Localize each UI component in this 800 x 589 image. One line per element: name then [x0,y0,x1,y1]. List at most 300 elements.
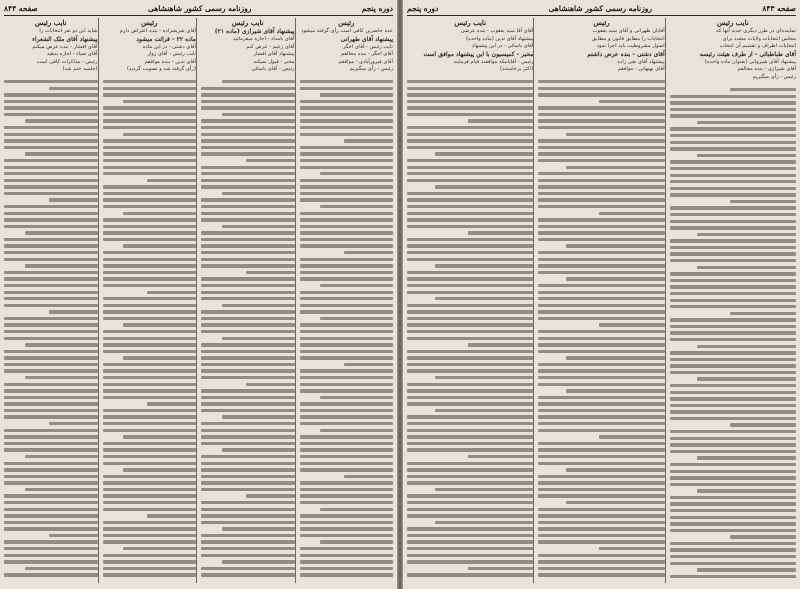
print-line [201,231,295,234]
print-line [222,527,295,530]
print-line [4,442,98,445]
print-line [538,481,664,484]
print-line [4,93,98,96]
print-line [670,338,796,341]
print-line [201,389,295,392]
print-line [300,376,394,379]
print-line [670,127,796,130]
print-line [670,95,796,98]
print-line [300,462,394,465]
print-line [4,356,98,359]
print-line [4,448,98,451]
print-line [538,514,664,517]
print-line [201,429,295,432]
print-line [103,238,197,241]
print-line [4,323,98,326]
print-line [300,343,394,346]
print-line [103,139,197,142]
print-line [407,389,533,392]
text-line: آقای فیروزآبادی - موافقم [338,58,393,65]
print-line [407,284,533,287]
text-line: پیشنهاد آقای ملک الشعراء [32,35,98,43]
print-line [4,271,98,274]
print-line [538,258,664,261]
print-line [103,172,197,175]
print-line [147,402,196,405]
print-line [730,200,796,203]
print-line [4,277,98,280]
print-line [201,323,295,326]
text-column [201,18,296,583]
print-line [407,218,533,221]
print-line [566,389,665,392]
print-line [599,435,665,438]
print-line [435,152,534,155]
print-line [538,297,664,300]
print-line [103,264,197,267]
print-line [300,494,394,497]
print-line [222,80,295,83]
print-line [407,369,533,372]
print-line [103,277,197,280]
column-heading: نایب رئیس [34,18,67,27]
print-line [103,540,197,543]
text-line: شاید این دو نفر انتخابات را [39,28,98,34]
print-line [300,383,394,386]
text-line: آقای طباطبائی - از طرف هیئت رئیسه [699,50,796,58]
print-line [103,429,197,432]
print-line [246,271,295,274]
print-line [25,119,98,122]
print-line [407,106,533,109]
print-line [103,185,197,188]
print-line [538,442,664,445]
print-line [201,133,295,136]
column-body-text [4,80,98,583]
print-line [4,409,98,412]
print-line [670,502,796,505]
print-line [538,192,664,195]
print-line [300,330,394,333]
print-line [300,310,394,313]
print-line [407,133,533,136]
print-line [435,264,534,267]
print-line [538,205,664,208]
print-line [538,126,664,129]
text-line: آقای شیرازی - بنده مخالفم [737,66,796,73]
print-line [300,133,394,136]
print-line [407,198,533,201]
print-line [4,494,98,497]
print-line [201,369,295,372]
print-line [103,198,197,201]
print-line [538,198,664,201]
print-line [4,369,98,372]
print-line [670,108,796,111]
print-line [697,154,796,157]
print-line [538,350,664,353]
print-line [407,244,533,247]
print-line [407,225,533,228]
print-line [25,488,98,491]
print-line [468,343,534,346]
print-line [201,139,295,142]
print-line [538,462,664,465]
print-line [670,542,796,545]
print-line [49,310,98,313]
print-line [670,252,796,255]
print-line [538,567,664,570]
print-line [103,481,197,484]
print-line [730,312,796,315]
print-line [566,501,665,504]
print-line [300,244,394,247]
print-line [25,455,98,458]
print-line [103,363,197,366]
print-line [300,106,394,109]
print-line [407,468,533,471]
print-line [468,567,534,570]
print-line [407,251,533,254]
print-line [300,389,394,392]
print-line [670,351,796,354]
print-line [670,417,796,420]
print-line [538,113,664,116]
print-line [300,258,394,261]
print-line [407,494,533,497]
print-line [300,350,394,353]
print-line [538,508,664,511]
print-line [300,527,394,530]
print-line [435,488,534,491]
print-line [4,573,98,576]
print-line [4,547,98,550]
print-line [246,494,295,497]
print-line [407,396,533,399]
text-line: پیشنهاد آقای شیروانی (بعنوان ماده واحده) [704,58,796,65]
print-line [201,554,295,557]
print-line [407,350,533,353]
print-line [103,87,197,90]
text-line: آقای بهبهانی - موافقم [617,66,665,73]
print-line [49,422,98,425]
print-line [300,87,394,90]
print-line [222,560,295,563]
print-line [670,318,796,321]
print-line [599,323,665,326]
print-line [103,297,197,300]
print-line [407,554,533,557]
print-line [246,383,295,386]
right-page-number: صفحه ۸۴۳ [762,3,796,13]
print-line [407,448,533,451]
text-column [300,18,394,583]
print-line [320,508,393,511]
print-line [222,415,295,418]
print-line [538,448,664,451]
print-line [49,534,98,537]
print-line [201,198,295,201]
print-line [300,100,394,103]
print-line [538,106,664,109]
print-line [4,185,98,188]
print-line [344,363,393,366]
print-line [670,516,796,519]
print-line [407,277,533,280]
print-line [538,415,664,418]
print-line [123,356,196,359]
print-line [538,179,664,182]
print-line [300,198,394,201]
print-line [201,462,295,465]
print-line [201,258,295,261]
print-line [300,271,394,274]
left-page-title: روزنامه رسمی کشور شاهنشاهی [148,3,252,13]
print-line [538,80,664,83]
print-line [300,113,394,116]
print-line [407,159,533,162]
text-line: پیشنهاد آقای تقی زاده [617,58,665,65]
print-line [4,383,98,386]
print-line [300,225,394,228]
print-line [103,146,197,149]
print-line [4,133,98,136]
print-line [407,166,533,169]
text-line: آقای شریعتزاده - بنده اعتراض دارم [119,28,196,34]
print-line [566,468,665,471]
print-line [4,218,98,221]
print-line [435,297,534,300]
print-line [201,442,295,445]
print-line [566,133,665,136]
print-line [4,560,98,563]
print-line [201,435,295,438]
print-line [103,166,197,169]
text-column [103,18,198,583]
print-line [670,193,796,196]
print-line [538,238,664,241]
print-line [201,244,295,247]
print-line [103,330,197,333]
text-line: پیشنهاد آقای افشار [253,51,295,58]
print-line [103,159,197,162]
print-line [407,100,533,103]
print-line [201,310,295,313]
print-line [103,488,197,491]
print-line [201,534,295,537]
print-line [670,404,796,407]
print-line [670,292,796,295]
print-line [103,501,197,504]
text-line: انتخابات را مطابق قانون و مطابق [591,35,665,42]
left-page-number: صفحه ۸۴۴ [4,3,38,13]
print-line [25,231,98,234]
print-line [103,494,197,497]
print-line [4,251,98,254]
print-line [201,106,295,109]
print-line [670,285,796,288]
print-line [103,442,197,445]
print-line [201,264,295,267]
print-line [300,547,394,550]
print-line [222,337,295,340]
print-line [201,100,295,103]
print-line [103,126,197,129]
print-line [538,429,664,432]
print-line [201,540,295,543]
print-line [538,310,664,313]
text-column [538,18,665,583]
print-line [407,205,533,208]
print-line [697,456,796,459]
print-line [538,383,664,386]
print-line [201,172,295,175]
print-line [320,396,393,399]
print-line [435,409,534,412]
print-line [4,468,98,471]
print-line [300,415,394,418]
text-line: آقای آقا سید یعقوب - بنده عرضی [460,28,534,34]
text-line: (رأی گرفته شد و تصویب گردید) [126,66,196,73]
print-line [103,554,197,557]
print-line [468,231,534,234]
print-line [538,172,664,175]
print-line [730,535,796,538]
print-line [103,192,197,195]
print-line [468,455,534,458]
print-line [407,337,533,340]
print-line [407,534,533,537]
print-line [670,259,796,262]
print-line [4,126,98,129]
text-line: آقای بامداد - اجازه میفرمائید [232,36,295,42]
print-line [697,377,796,380]
right-page-title: روزنامه رسمی کشور شاهنشاهی [548,3,652,13]
print-line [670,206,796,209]
print-line [103,218,197,221]
print-line [103,567,197,570]
print-line [103,310,197,313]
print-line [407,139,533,142]
print-line [147,514,196,517]
print-line [103,284,197,287]
text-line: رئیس - رأی میگیریم [752,73,796,80]
print-line [538,264,664,267]
print-line [103,251,197,254]
print-line [697,489,796,492]
print-line [4,481,98,484]
print-line [4,100,98,103]
print-line [4,106,98,109]
print-line [407,514,533,517]
print-line [4,258,98,261]
print-line [407,192,533,195]
print-line [103,396,197,399]
right-page [403,0,800,589]
print-line [103,521,197,524]
print-line [670,180,796,183]
right-page-columns [407,18,796,583]
print-line [4,462,98,465]
print-line [201,547,295,550]
print-line [4,475,98,478]
print-line [201,317,295,320]
print-line [4,554,98,557]
column-body-text [407,80,533,583]
print-line [201,330,295,333]
print-line [344,139,393,142]
print-line [670,437,796,440]
print-line [103,455,197,458]
print-line [4,159,98,162]
print-line [407,172,533,175]
print-line [320,93,393,96]
print-line [201,126,295,129]
print-line [300,264,394,267]
print-line [670,358,796,361]
print-line [4,435,98,438]
print-line [103,119,197,122]
print-line [300,442,394,445]
print-line [300,560,394,563]
print-line [407,573,533,576]
column-body-text [201,80,295,583]
print-line [300,422,394,425]
print-line [103,415,197,418]
print-line [407,87,533,90]
column-heading: نایب رئیس [454,18,487,27]
print-line [538,284,664,287]
print-line [407,93,533,96]
print-line [300,218,394,221]
column-body-text [103,80,197,583]
print-line [320,205,393,208]
print-line [407,317,533,320]
print-line [300,212,394,215]
print-line [300,192,394,195]
print-line [103,343,197,346]
print-line [201,284,295,287]
text-line: نایب رئیس - آقای اخگر [343,43,393,50]
print-line [25,376,98,379]
print-line [670,331,796,334]
left-page-columns [4,18,393,583]
print-line [407,363,533,366]
print-line [201,343,295,346]
print-line [4,415,98,418]
print-line [670,114,796,117]
print-line [222,304,295,307]
print-line [407,304,533,307]
print-line [320,429,393,432]
print-line [320,317,393,320]
print-line [670,384,796,387]
print-line [670,509,796,512]
text-line: مجلس انتخابات ولایات متعدد برای [722,35,796,42]
print-line [538,152,664,155]
text-line: (اکثر برخاستند) [500,66,534,73]
print-line [670,167,796,170]
print-line [538,534,664,537]
print-line [407,310,533,313]
print-line [4,363,98,366]
print-line [300,501,394,504]
print-line [25,264,98,267]
text-line: رئیس - آقای یاسائی [251,66,295,73]
print-line [300,435,394,438]
print-line [407,462,533,465]
print-line [300,448,394,451]
